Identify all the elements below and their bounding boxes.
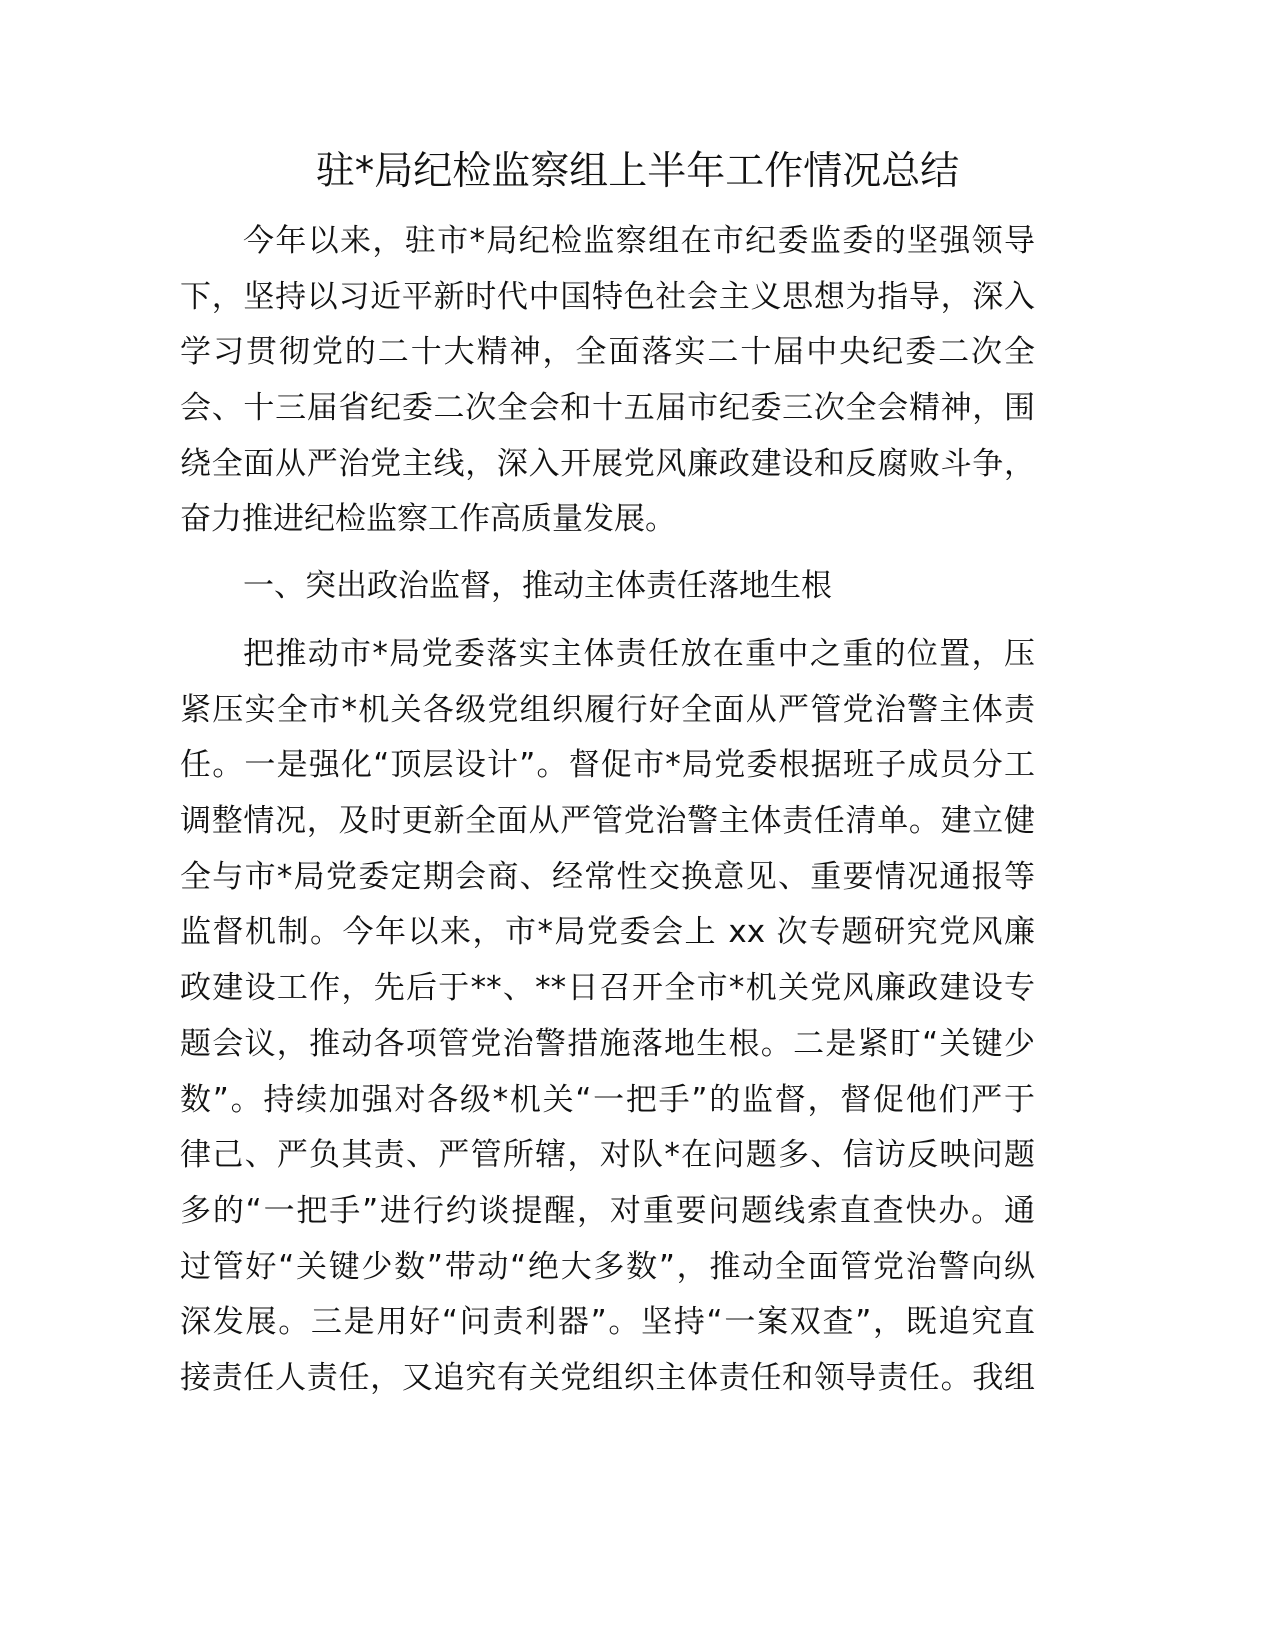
paragraph-line: 多的“一把手”进行约谈提醒，对重要问题线索直查快办。通	[180, 1192, 1035, 1229]
paragraph-line: 律己、严负其责、严管所辖，对队*在问题多、信访反映问题	[180, 1137, 1035, 1174]
paragraph-line: 会、十三届省纪委二次全会和十五届市纪委三次全会精神，围	[180, 390, 1035, 427]
paragraph-line: 过管好“关键少数”带动“绝大多数”，推动全面管党治警向纵	[180, 1248, 1035, 1285]
intro-paragraph	[180, 214, 1035, 548]
paragraph-line: 奋力推进纪检监察工作高质量发展。	[180, 501, 676, 538]
paragraph-line: 今年以来，驻市*局纪检监察组在市纪委监委的坚强领导	[243, 223, 1035, 259]
paragraph-line: 监督机制。今年以来，市*局党委会上 xx 次专题研究党风廉	[180, 914, 1035, 951]
paragraph-line: 接责任人责任，又追究有关党组织主体责任和领导责任。我组	[180, 1359, 1035, 1396]
paragraph-line: 数”。持续加强对各级*机关“一把手”的监督，督促他们严于	[180, 1081, 1035, 1118]
paragraph-line: 紧压实全市*机关各级党组织履行好全面从严管党治警主体责	[180, 691, 1035, 728]
paragraph-line: 政建设工作，先后于**、**日召开全市*机关党风廉政建设专	[180, 970, 1035, 1007]
paragraph-line: 下，坚持以习近平新时代中国特色社会主义思想为指导，深入	[180, 278, 1035, 315]
paragraph-line: 深发展。三是用好“问责利器”。坚持“一案双查”，既追究直	[180, 1304, 1035, 1341]
section-heading-text: 一、突出政治监督，推动主体责任落地生根	[243, 568, 832, 604]
paragraph-line: 绕全面从严治党主线，深入开展党风廉政建设和反腐败斗争，	[180, 445, 1035, 482]
paragraph-line: 把推动市*局党委落实主体责任放在重中之重的位置，压	[243, 636, 1035, 672]
document-title: 驻*局纪检监察组上半年工作情况总结	[315, 149, 960, 194]
paragraph-line: 学习贯彻党的二十大精神，全面落实二十届中央纪委二次全	[180, 334, 1035, 371]
section-heading	[180, 559, 1035, 615]
paragraph-line: 任。一是强化“顶层设计”。督促市*局党委根据班子成员分工	[180, 747, 1035, 784]
paragraph-line: 题会议，推动各项管党治警措施落地生根。二是紧盯“关键少	[180, 1025, 1035, 1062]
section-paragraph	[180, 627, 1035, 1407]
paragraph-line: 调整情况，及时更新全面从严管党治警主体责任清单。建立健	[180, 803, 1035, 840]
paragraph-line: 全与市*局党委定期会商、经常性交换意见、重要情况通报等	[180, 858, 1035, 895]
